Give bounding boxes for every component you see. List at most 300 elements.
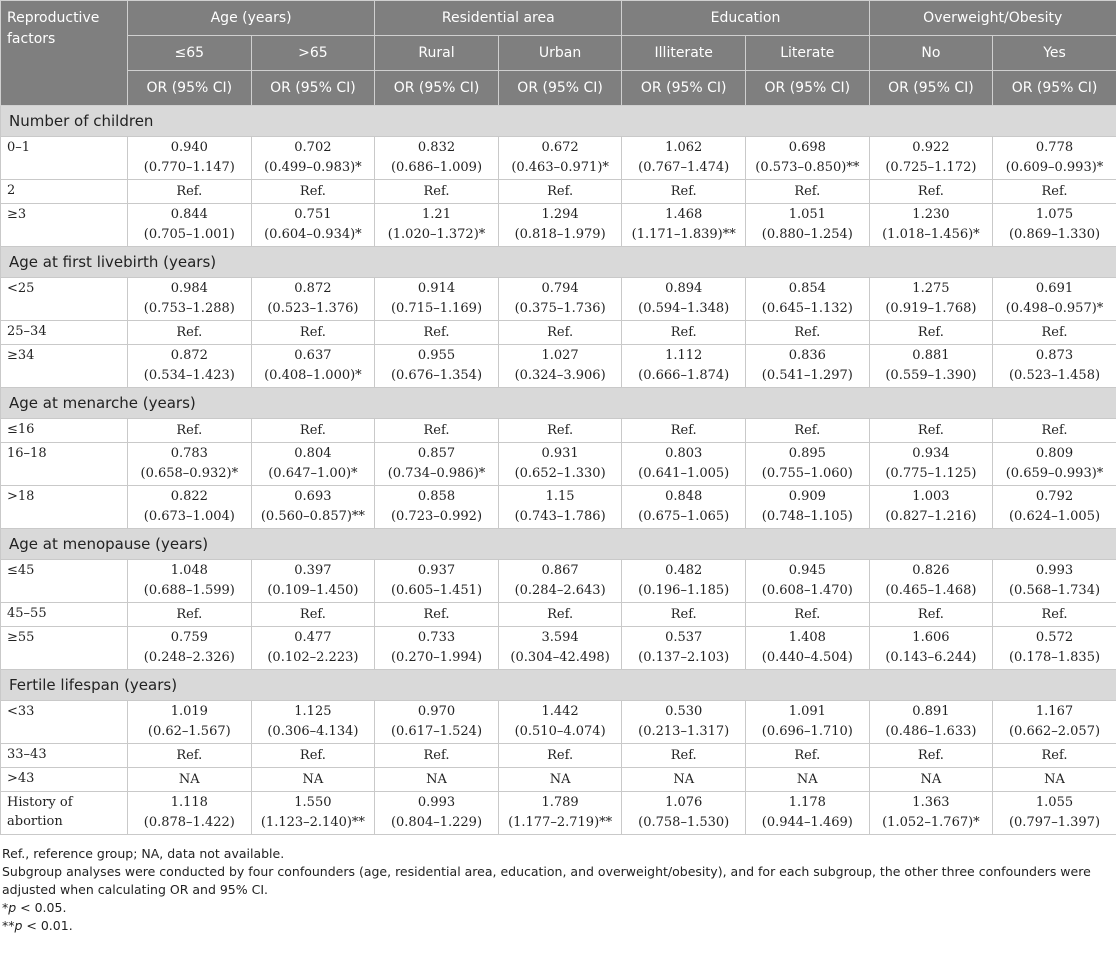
table-cell bbox=[993, 443, 1116, 486]
metric-header: OR (95% CI) bbox=[128, 71, 252, 106]
subgroup-header: >65 bbox=[251, 36, 375, 71]
table-cell bbox=[622, 419, 746, 443]
table-cell bbox=[251, 137, 375, 180]
odds-ratio-value: NA bbox=[426, 771, 447, 787]
table-row bbox=[1, 768, 1116, 792]
table-cell bbox=[375, 345, 499, 388]
confidence-interval: (1.123–2.140)** bbox=[260, 815, 365, 830]
odds-ratio-value: 1.048 bbox=[170, 563, 208, 578]
subgroup-header: Urban bbox=[498, 36, 622, 71]
table-cell bbox=[746, 204, 870, 247]
odds-ratio-value: 0.826 bbox=[912, 563, 950, 578]
table-cell bbox=[993, 180, 1116, 204]
odds-ratio-value: 0.922 bbox=[912, 140, 950, 155]
odds-ratio-value: 0.778 bbox=[1035, 140, 1074, 155]
table-cell bbox=[375, 278, 499, 321]
table-cell bbox=[251, 204, 375, 247]
odds-ratio-value: 1.112 bbox=[665, 348, 703, 363]
odds-ratio-value: Ref. bbox=[547, 422, 574, 438]
table-cell bbox=[375, 744, 499, 768]
confidence-interval: (0.770–1.147) bbox=[143, 160, 235, 175]
table-cell bbox=[622, 768, 746, 792]
table-cell bbox=[746, 744, 870, 768]
odds-ratio-value: 0.940 bbox=[170, 140, 208, 155]
table-cell bbox=[746, 321, 870, 345]
odds-ratio-value: 0.931 bbox=[541, 446, 579, 461]
subgroup-header: ≤65 bbox=[128, 36, 252, 71]
odds-ratio-value: 0.909 bbox=[788, 489, 826, 504]
section-title: Age at first livebirth (years) bbox=[1, 247, 1116, 278]
table-cell bbox=[251, 768, 375, 792]
odds-ratio-value: 0.937 bbox=[417, 563, 456, 578]
odds-ratio-value: Ref. bbox=[794, 183, 821, 199]
table-row bbox=[1, 744, 1116, 768]
odds-ratio-value: Ref. bbox=[670, 422, 697, 438]
confidence-interval: (0.827–1.216) bbox=[885, 509, 977, 524]
table-cell bbox=[128, 345, 252, 388]
odds-ratio-value: 0.637 bbox=[294, 348, 332, 363]
odds-ratio-value: 0.832 bbox=[417, 140, 456, 155]
table-row bbox=[1, 443, 1116, 486]
table-cell bbox=[128, 603, 252, 627]
table-cell bbox=[622, 180, 746, 204]
table-cell bbox=[869, 603, 993, 627]
table-cell bbox=[869, 204, 993, 247]
confidence-interval: (0.758–1.530) bbox=[638, 815, 730, 830]
table-cell bbox=[869, 792, 993, 835]
table-cell bbox=[869, 627, 993, 670]
odds-ratio-value: 1.051 bbox=[788, 207, 826, 222]
odds-ratio-value: 0.477 bbox=[294, 630, 332, 645]
odds-ratio-value: 0.857 bbox=[417, 446, 456, 461]
table-cell bbox=[498, 204, 622, 247]
confidence-interval: (1.171–1.839)** bbox=[631, 227, 736, 242]
table-cell bbox=[869, 278, 993, 321]
odds-ratio-value: 1.275 bbox=[912, 281, 950, 296]
confidence-interval: (0.675–1.065) bbox=[638, 509, 730, 524]
table-cell bbox=[869, 345, 993, 388]
odds-ratio-value: 0.537 bbox=[665, 630, 703, 645]
table-cell bbox=[128, 419, 252, 443]
table-cell bbox=[498, 443, 622, 486]
odds-ratio-value: Ref. bbox=[547, 747, 574, 763]
odds-ratio-value: 0.867 bbox=[541, 563, 579, 578]
table-cell bbox=[622, 443, 746, 486]
confidence-interval: (1.018–1.456)* bbox=[882, 227, 980, 242]
odds-ratio-value: 0.848 bbox=[665, 489, 703, 504]
table-cell bbox=[251, 792, 375, 835]
odds-ratio-value: 1.118 bbox=[170, 795, 208, 810]
table-row bbox=[1, 701, 1116, 744]
metric-header: OR (95% CI) bbox=[375, 71, 499, 106]
odds-ratio-value: Ref. bbox=[1041, 747, 1068, 763]
footnote-abbreviations: Ref., reference group; NA, data not available. bbox=[2, 846, 285, 861]
row-label: ≤45 bbox=[1, 560, 128, 603]
group-header-residential-area: Residential area bbox=[375, 1, 622, 36]
odds-ratio-value: Ref. bbox=[423, 747, 450, 763]
table-cell bbox=[251, 345, 375, 388]
odds-ratio-value: Ref. bbox=[670, 747, 697, 763]
confidence-interval: (0.594–1.348) bbox=[638, 301, 730, 316]
odds-ratio-value: Ref. bbox=[794, 324, 821, 340]
confidence-interval: (0.686–1.009) bbox=[390, 160, 483, 175]
confidence-interval: (0.408–1.000)* bbox=[264, 368, 362, 383]
table-cell bbox=[746, 486, 870, 529]
group-header-overweight-obesity: Overweight/Obesity bbox=[869, 1, 1116, 36]
table-cell bbox=[375, 627, 499, 670]
footnote-significance-05 bbox=[2, 899, 1116, 917]
odds-ratio-value: Ref. bbox=[670, 183, 697, 199]
table-row bbox=[1, 345, 1116, 388]
table-cell bbox=[993, 560, 1116, 603]
confidence-interval: (0.944–1.469) bbox=[761, 815, 853, 830]
odds-ratio-value: NA bbox=[549, 771, 571, 787]
table-cell bbox=[622, 701, 746, 744]
confidence-interval: (0.213–1.317) bbox=[638, 724, 730, 739]
confidence-interval: (0.652–1.330) bbox=[514, 466, 606, 481]
table-cell bbox=[993, 278, 1116, 321]
confidence-interval: (0.102–2.223) bbox=[267, 650, 359, 665]
odds-ratio-value: 1.178 bbox=[788, 795, 826, 810]
odds-ratio-value: 0.783 bbox=[170, 446, 208, 461]
confidence-interval: (0.324–3.906) bbox=[514, 368, 606, 383]
table-cell bbox=[746, 768, 870, 792]
table-cell bbox=[869, 560, 993, 603]
odds-ratio-value: 0.759 bbox=[170, 630, 208, 645]
table-cell bbox=[128, 701, 252, 744]
metric-header: OR (95% CI) bbox=[746, 71, 870, 106]
metric-header: OR (95% CI) bbox=[869, 71, 993, 106]
table-cell bbox=[375, 180, 499, 204]
confidence-interval: (0.510–4.074) bbox=[514, 724, 606, 739]
row-label-header: Reproductive factors bbox=[1, 1, 128, 106]
table-cell bbox=[498, 345, 622, 388]
footnote-subgroup-analysis: Subgroup analyses were conducted by four confounders (age, residential area, education, and overweight/obesity), and for each subgroup, the other three confounders were adjusted when calculating OR and 95% CI. bbox=[2, 864, 1091, 897]
odds-ratio-value: 0.804 bbox=[294, 446, 332, 461]
metric-header: OR (95% CI) bbox=[993, 71, 1116, 106]
table-footnotes bbox=[0, 835, 1116, 935]
row-label: <33 bbox=[1, 701, 128, 744]
table-cell bbox=[993, 768, 1116, 792]
subgroup-header: Yes bbox=[993, 36, 1116, 71]
confidence-interval: (0.688–1.599) bbox=[143, 583, 235, 598]
table-cell bbox=[622, 278, 746, 321]
table-cell bbox=[375, 443, 499, 486]
table-cell bbox=[869, 419, 993, 443]
table-cell bbox=[746, 603, 870, 627]
odds-ratio-value: 1.550 bbox=[294, 795, 332, 810]
p-variable: p bbox=[8, 900, 17, 915]
odds-ratio-value: Ref. bbox=[299, 606, 326, 622]
odds-ratio-value: Ref. bbox=[917, 183, 944, 199]
table-cell bbox=[498, 768, 622, 792]
confidence-interval: (0.818–1.979) bbox=[514, 227, 606, 242]
metric-header: OR (95% CI) bbox=[622, 71, 746, 106]
table-cell bbox=[746, 419, 870, 443]
confidence-interval: (0.715–1.169) bbox=[390, 301, 483, 316]
table-cell bbox=[993, 792, 1116, 835]
table-cell bbox=[251, 627, 375, 670]
table-cell bbox=[128, 137, 252, 180]
table-cell bbox=[128, 180, 252, 204]
confidence-interval: (0.647–1.00)* bbox=[268, 466, 358, 481]
table-cell bbox=[869, 768, 993, 792]
table-cell bbox=[251, 278, 375, 321]
section-row bbox=[1, 670, 1116, 701]
odds-ratio-value: 1.076 bbox=[665, 795, 703, 810]
table-cell bbox=[993, 701, 1116, 744]
table-cell bbox=[498, 278, 622, 321]
table-cell bbox=[622, 744, 746, 768]
confidence-interval: (0.573–0.850)** bbox=[755, 160, 860, 175]
confidence-interval: (0.143–6.244) bbox=[885, 650, 977, 665]
table-cell bbox=[869, 701, 993, 744]
confidence-interval: (0.725–1.172) bbox=[885, 160, 977, 175]
section-row bbox=[1, 106, 1116, 137]
table-cell bbox=[622, 792, 746, 835]
metric-header: OR (95% CI) bbox=[251, 71, 375, 106]
confidence-interval: (0.869–1.330) bbox=[1008, 227, 1101, 242]
odds-ratio-value: 1.789 bbox=[541, 795, 579, 810]
table-row bbox=[1, 321, 1116, 345]
significance-threshold: < 0.01. bbox=[22, 918, 73, 933]
odds-ratio-value: 1.091 bbox=[788, 704, 826, 719]
odds-ratio-value: Ref. bbox=[176, 422, 203, 438]
table-row bbox=[1, 486, 1116, 529]
table-cell bbox=[993, 419, 1116, 443]
odds-ratio-value: 0.803 bbox=[665, 446, 703, 461]
table-cell bbox=[498, 137, 622, 180]
confidence-interval: (0.463–0.971)* bbox=[511, 160, 609, 175]
odds-ratio-value: Ref. bbox=[670, 606, 697, 622]
odds-ratio-value: 3.594 bbox=[541, 630, 579, 645]
row-label: 0–1 bbox=[1, 137, 128, 180]
group-header-education: Education bbox=[622, 1, 869, 36]
confidence-interval: (0.178–1.835) bbox=[1008, 650, 1101, 665]
table-row bbox=[1, 603, 1116, 627]
confidence-interval: (0.775–1.125) bbox=[885, 466, 977, 481]
confidence-interval: (0.559–1.390) bbox=[885, 368, 977, 383]
odds-ratio-value: 1.075 bbox=[1035, 207, 1074, 222]
table-cell bbox=[746, 345, 870, 388]
table-cell bbox=[251, 443, 375, 486]
odds-ratio-value: NA bbox=[178, 771, 200, 787]
odds-ratio-value: 0.691 bbox=[1035, 281, 1074, 296]
confidence-interval: (0.880–1.254) bbox=[761, 227, 853, 242]
row-label: ≥34 bbox=[1, 345, 128, 388]
table-cell bbox=[746, 560, 870, 603]
confidence-interval: (0.767–1.474) bbox=[638, 160, 730, 175]
table-header bbox=[1, 1, 1116, 106]
table-cell bbox=[622, 137, 746, 180]
odds-ratio-value: 1.125 bbox=[294, 704, 332, 719]
table-cell bbox=[128, 486, 252, 529]
table-cell bbox=[993, 486, 1116, 529]
confidence-interval: (0.196–1.185) bbox=[638, 583, 730, 598]
odds-ratio-value: 0.854 bbox=[788, 281, 826, 296]
odds-ratio-value: 0.881 bbox=[912, 348, 950, 363]
odds-ratio-value: NA bbox=[1044, 771, 1065, 787]
confidence-interval: (0.624–1.005) bbox=[1008, 509, 1101, 524]
row-label: 33–43 bbox=[1, 744, 128, 768]
confidence-interval: (0.541–1.297) bbox=[761, 368, 853, 383]
table-row bbox=[1, 278, 1116, 321]
table-body bbox=[1, 106, 1116, 835]
odds-ratio-value: Ref. bbox=[423, 183, 450, 199]
odds-ratio-value: 0.397 bbox=[294, 563, 332, 578]
confidence-interval: (1.020–1.372)* bbox=[387, 227, 486, 242]
row-label: >18 bbox=[1, 486, 128, 529]
section-row bbox=[1, 529, 1116, 560]
confidence-interval: (0.723–0.992) bbox=[390, 509, 483, 524]
table-cell bbox=[993, 744, 1116, 768]
table-row bbox=[1, 419, 1116, 443]
row-label: 25–34 bbox=[1, 321, 128, 345]
table-cell bbox=[375, 204, 499, 247]
confidence-interval: (0.676–1.354) bbox=[390, 368, 483, 383]
odds-ratio-value: Ref. bbox=[423, 324, 450, 340]
confidence-interval: (0.523–1.458) bbox=[1008, 368, 1101, 383]
table-cell bbox=[128, 560, 252, 603]
odds-ratio-value: Ref. bbox=[299, 324, 326, 340]
odds-ratio-value: 0.945 bbox=[788, 563, 826, 578]
odds-ratio-value: Ref. bbox=[176, 183, 203, 199]
odds-ratio-value: Ref. bbox=[299, 747, 326, 763]
odds-ratio-value: 0.809 bbox=[1035, 446, 1074, 461]
table-cell bbox=[622, 321, 746, 345]
section-row bbox=[1, 388, 1116, 419]
odds-ratio-value: 0.751 bbox=[294, 207, 332, 222]
odds-ratio-value: 0.984 bbox=[170, 281, 208, 296]
table-cell bbox=[993, 321, 1116, 345]
table-cell bbox=[128, 321, 252, 345]
odds-ratio-value: 0.894 bbox=[665, 281, 703, 296]
confidence-interval: (0.534–1.423) bbox=[143, 368, 235, 383]
table-cell bbox=[375, 486, 499, 529]
table-cell bbox=[498, 627, 622, 670]
confidence-interval: (0.755–1.060) bbox=[761, 466, 853, 481]
confidence-interval: (1.052–1.767)* bbox=[882, 815, 980, 830]
confidence-interval: (0.375–1.736) bbox=[514, 301, 606, 316]
odds-ratio-value: 1.019 bbox=[170, 704, 208, 719]
table-cell bbox=[128, 278, 252, 321]
odds-ratio-value: Ref. bbox=[423, 422, 450, 438]
metric-header: OR (95% CI) bbox=[498, 71, 622, 106]
odds-ratio-value: 0.872 bbox=[294, 281, 332, 296]
odds-ratio-value: Ref. bbox=[176, 747, 203, 763]
odds-ratio-value: 0.873 bbox=[1035, 348, 1074, 363]
confidence-interval: (0.659–0.993)* bbox=[1005, 466, 1104, 481]
row-label: <25 bbox=[1, 278, 128, 321]
confidence-interval: (0.137–2.103) bbox=[638, 650, 730, 665]
odds-ratio-value: Ref. bbox=[1041, 422, 1068, 438]
confidence-interval: (0.270–1.994) bbox=[390, 650, 483, 665]
table-cell bbox=[498, 321, 622, 345]
odds-ratio-value: NA bbox=[302, 771, 324, 787]
significance-marker: * bbox=[2, 900, 9, 915]
odds-ratio-value: Ref. bbox=[547, 324, 574, 340]
table-row bbox=[1, 560, 1116, 603]
row-label: History of abortion bbox=[1, 792, 128, 835]
table-cell bbox=[498, 701, 622, 744]
confidence-interval: (0.465–1.468) bbox=[885, 583, 977, 598]
table-cell bbox=[746, 180, 870, 204]
table-cell bbox=[251, 180, 375, 204]
row-label: >43 bbox=[1, 768, 128, 792]
table-cell bbox=[746, 443, 870, 486]
odds-ratio-value: Ref. bbox=[1041, 183, 1068, 199]
table-cell bbox=[498, 744, 622, 768]
table-cell bbox=[746, 792, 870, 835]
odds-ratio-value: 0.895 bbox=[788, 446, 826, 461]
table-cell bbox=[251, 744, 375, 768]
odds-ratio-value: 0.914 bbox=[417, 281, 456, 296]
confidence-interval: (0.284–2.643) bbox=[514, 583, 606, 598]
table-cell bbox=[375, 701, 499, 744]
footnote-significance-01 bbox=[2, 917, 1116, 935]
subgroup-header: No bbox=[869, 36, 993, 71]
table-cell bbox=[498, 603, 622, 627]
odds-ratio-value: 1.606 bbox=[912, 630, 950, 645]
odds-ratio-value: 1.363 bbox=[912, 795, 950, 810]
table-cell bbox=[622, 627, 746, 670]
table-cell bbox=[498, 419, 622, 443]
table-row bbox=[1, 792, 1116, 835]
table-cell bbox=[128, 443, 252, 486]
odds-ratio-value: 0.572 bbox=[1035, 630, 1074, 645]
table-cell bbox=[993, 204, 1116, 247]
odds-ratio-value: Ref. bbox=[547, 183, 574, 199]
subgroup-header: Illiterate bbox=[622, 36, 746, 71]
odds-ratio-value: Ref. bbox=[299, 422, 326, 438]
confidence-interval: (0.523–1.376) bbox=[267, 301, 359, 316]
table-cell bbox=[869, 137, 993, 180]
odds-ratio-value: 0.858 bbox=[417, 489, 456, 504]
confidence-interval: (0.797–1.397) bbox=[1008, 815, 1101, 830]
table-cell bbox=[622, 560, 746, 603]
odds-ratio-value: 0.792 bbox=[1035, 489, 1074, 504]
odds-ratio-value: Ref. bbox=[423, 606, 450, 622]
odds-ratio-value: 0.934 bbox=[912, 446, 950, 461]
table-row bbox=[1, 180, 1116, 204]
table-cell bbox=[622, 345, 746, 388]
odds-ratio-value: 0.993 bbox=[1035, 563, 1074, 578]
table-cell bbox=[869, 744, 993, 768]
odds-ratio-value: Ref. bbox=[547, 606, 574, 622]
confidence-interval: (0.743–1.786) bbox=[514, 509, 606, 524]
odds-ratio-value: 1.167 bbox=[1035, 704, 1074, 719]
odds-ratio-value: 0.844 bbox=[170, 207, 208, 222]
table-cell bbox=[375, 560, 499, 603]
odds-ratio-value: 0.530 bbox=[665, 704, 703, 719]
odds-ratio-value: Ref. bbox=[794, 606, 821, 622]
confidence-interval: (0.498–0.957)* bbox=[1005, 301, 1104, 316]
p-variable: p bbox=[14, 918, 23, 933]
row-label: ≥55 bbox=[1, 627, 128, 670]
odds-ratio-value: Ref. bbox=[917, 422, 944, 438]
section-row bbox=[1, 247, 1116, 278]
table-cell bbox=[993, 345, 1116, 388]
odds-ratio-value: 0.482 bbox=[665, 563, 703, 578]
odds-ratio-value: 0.672 bbox=[541, 140, 579, 155]
odds-ratio-value: Ref. bbox=[917, 747, 944, 763]
table-cell bbox=[251, 419, 375, 443]
odds-ratio-value: 0.955 bbox=[417, 348, 456, 363]
table-cell bbox=[993, 137, 1116, 180]
subgroup-header: Literate bbox=[746, 36, 870, 71]
odds-ratio-value: Ref. bbox=[670, 324, 697, 340]
confidence-interval: (0.248–2.326) bbox=[143, 650, 235, 665]
